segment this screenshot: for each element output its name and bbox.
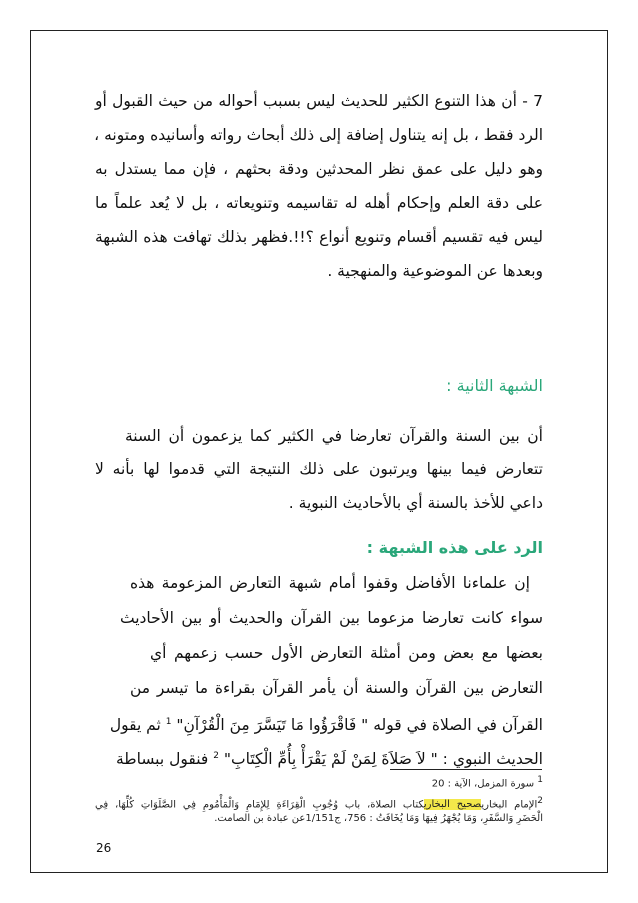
section2-line-2: تتعارض فيما بينها ويرتبون على ذلك النتيجة التي قدموا لها بأنه لا <box>95 460 543 478</box>
item7-line-1: 7 - أن هذا التنوع الكثير للحديث ليس بسبب أحواله من حيث القبول أو <box>95 92 543 110</box>
item7-line-5: ليس فيه تقسيم أقسام وتنويع أنواع ؟!!.فظهر بذلك تهافت هذه الشبهة <box>95 228 543 246</box>
footnote-1-text: سورة المزمل، الآية : 20 <box>431 778 535 790</box>
hadith-quote-line: الحديث النبوي : " لاَ صَلاَةَ لِمَنْ لَمْ يَقْرَأْ بِأُمِّ الْكِتَابِ" <box>223 750 543 769</box>
reply-line-3: بعضها مع بعض ومن أمثلة التعارض الأول حسب زعمهم أي <box>150 644 543 662</box>
section2-heading: الشبهة الثانية : <box>446 376 543 395</box>
footnote-2-line-2: الْحَضَرِ وَالسَّفَرِ، وَمَا يُجْهَرُ فِيهَا وَمَا يُخَافَتُ : 756، ج1/151عن عبادة بن الصامت. <box>214 813 543 824</box>
footnote-ref-2: 2 <box>213 751 219 761</box>
footnote-2-number: 2 <box>537 796 543 806</box>
reply-line-4: التعارض بين القرآن والسنة أن يأمر القرآن بقراءة ما تيسر من <box>130 679 543 697</box>
reply-line-6 <box>95 745 543 770</box>
footnote-ref-1: 1 <box>165 717 172 727</box>
page-number: 26 <box>96 841 112 855</box>
reply-heading: الرد على هذه الشبهة : <box>366 538 543 557</box>
footnote-2-author: الإمام البخاري <box>481 799 538 811</box>
footnote-separator <box>390 769 542 770</box>
footnote-2 <box>95 794 543 812</box>
footnote-1-number: 1 <box>537 775 543 785</box>
item7-line-4: على دقة العلم وإحكام أهله له تقاسيمه وتنويعاته ، بل لا يُعد علماً ما <box>95 194 543 212</box>
item7-line-3: وهو دليل على عمق نظر المحدثين ودقة بحثهم ، فإن مما يستدل به <box>95 160 543 178</box>
section2-line-1: أن بين السنة والقرآن تعارضا في الكثير كما يزعمون أن السنة <box>125 427 543 445</box>
footnote-2-text: كتاب الصلاة، باب وُجُوبِ الْقِرَاءَةِ لِلإِمَامِ وَالْمَأْمُومِ فِي الصَّلَوَاتِ كُلِّهَا، فِي <box>95 799 424 811</box>
reply-line-1: إن علماءنا الأفاضل وقفوا أمام شبهة التعارض المزعومة هذه <box>130 574 530 592</box>
footnote-1 <box>432 773 543 791</box>
section2-line-3: داعي للأخذ بالسنة أي بالأحاديث النبوية . <box>288 494 543 512</box>
quran-quote-line: القرآن في الصلاة في قوله " فَاقْرَؤُوا مَا تَيَسَّرَ مِنَ الْقُرْآنِ" <box>176 716 543 735</box>
item7-line-6: وبعدها عن الموضوعية والمنهجية . <box>327 262 543 280</box>
footnote-2-highlight: صحيح البخاري <box>423 799 482 811</box>
item7-line-2: الرد فقط ، بل إنه يتناول إضافة إلى ذلك أبحاث رواته وأسانيده ومتونه ، <box>94 126 543 144</box>
reply-line-6-tail: فنقول ببساطة <box>115 750 209 769</box>
reply-line-2: سواء كانت تعارضا مزعوما بين القرآن والحديث أو بين الأحاديث <box>120 609 543 627</box>
reply-line-5 <box>95 711 543 736</box>
reply-line-5-tail: ثم يقول <box>109 716 161 735</box>
